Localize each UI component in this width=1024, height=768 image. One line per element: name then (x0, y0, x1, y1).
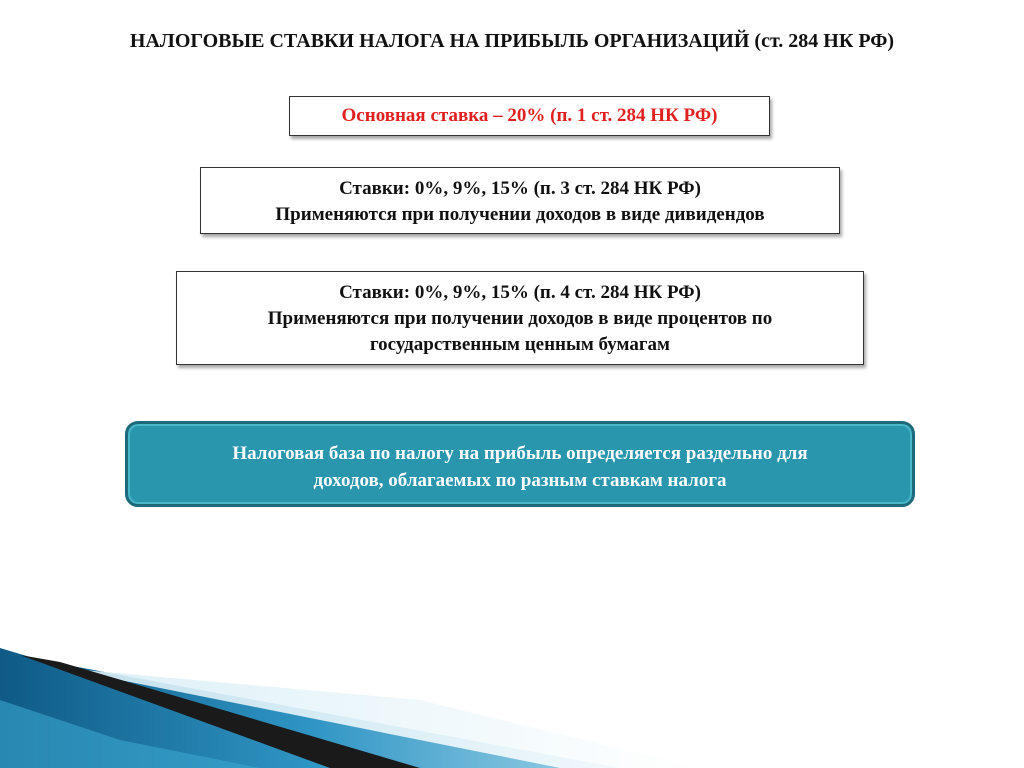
dividends-rate-box (200, 167, 840, 234)
interest-note-line-1: Применяются при получении доходов в виде процентов по (267, 308, 773, 329)
main-rate-box (289, 96, 770, 136)
interest-rate-box (176, 271, 864, 365)
dividends-note-line: Применяются при получении доходов в виде дивидендов (275, 204, 765, 225)
interest-note-line-2: государственным ценным бумагам (370, 334, 670, 355)
tax-base-callout (125, 421, 915, 507)
callout-line-2: доходов, облагаемых по разным ставкам налога (313, 470, 727, 491)
main-rate-text: Основная ставка – 20% (п. 1 ст. 284 НК РФ) (341, 105, 718, 126)
dividends-rate-line: Ставки: 0%, 9%, 15% (п. 3 ст. 284 НК РФ) (339, 178, 701, 199)
callout-line-1: Налоговая база по налогу на прибыль определяется раздельно для (232, 443, 808, 464)
slide-title: НАЛОГОВЫЕ СТАВКИ НАЛОГА НА ПРИБЫЛЬ ОРГАНИЗАЦИЙ (ст. 284 НК РФ) (129, 30, 895, 52)
interest-rate-line: Ставки: 0%, 9%, 15% (п. 4 ст. 284 НК РФ) (339, 282, 701, 303)
